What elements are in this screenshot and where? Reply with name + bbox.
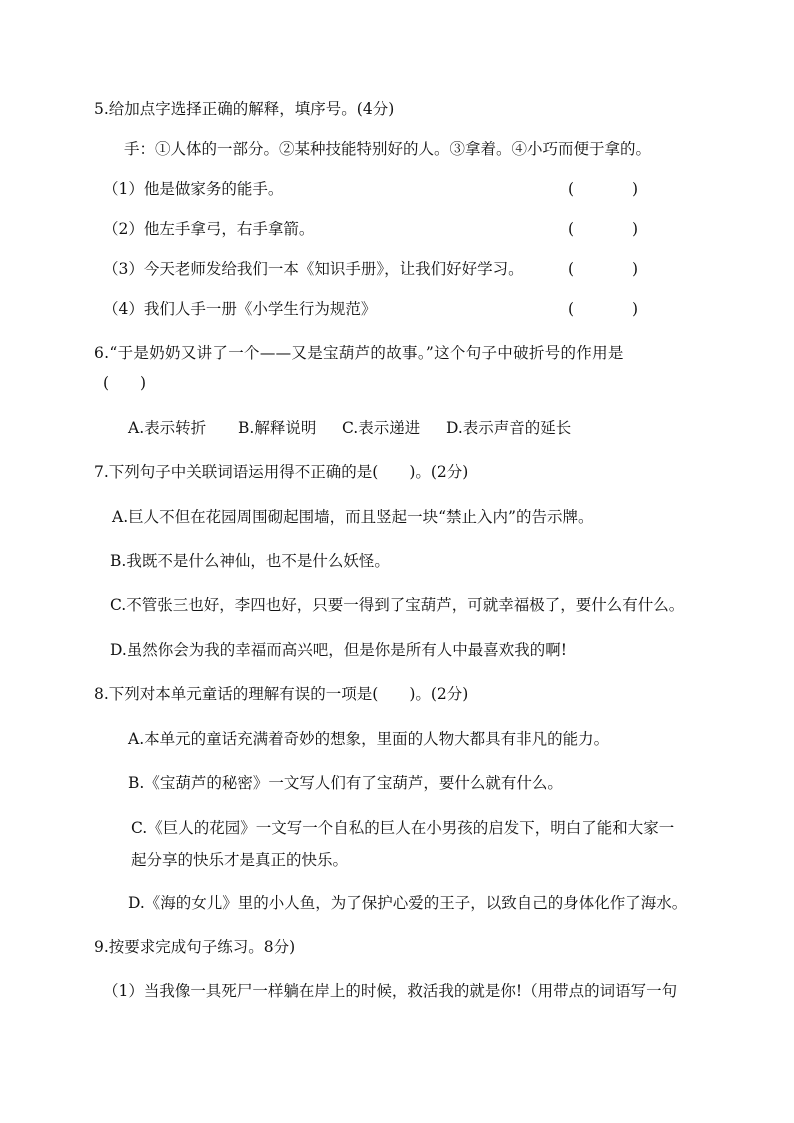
q8-title: 8.下列对本单元童话的理解有误的一项是( )。(2分) xyxy=(94,685,469,703)
q7-title: 7.下列句子中关联词语运用得不正确的是( )。(2分) xyxy=(94,463,469,481)
q7-option-c: C.不管张三也好，李四也好，只要一得到了宝葫芦，可就幸福极了，要什么有什么。 xyxy=(110,596,685,614)
q8-option-d: D.《海的女儿》里的小人鱼，为了保护心爱的王子，以致自己的身体化作了海水。 xyxy=(128,894,688,912)
q6-option-c: C.表示递进 xyxy=(342,419,421,437)
q5-definitions: 手：①人体的一部分。②某种技能特别好的人。③拿着。④小巧而便于拿的。 xyxy=(124,140,652,158)
q6-option-b: B.解释说明 xyxy=(238,419,317,437)
q8-option-c: C.《巨人的花园》一文写一个自私的巨人在小男孩的启发下，明白了能和大家一 xyxy=(131,819,675,837)
q5-item-2-paren-open: ( xyxy=(568,220,575,238)
q5-item-4-paren-close: ) xyxy=(632,300,639,318)
q5-item-1-paren-open: ( xyxy=(568,180,575,198)
q8-option-a: A.本单元的童话充满着奇妙的想象，里面的人物大都具有非凡的能力。 xyxy=(128,730,610,748)
q7-option-b: B.我既不是什么神仙，也不是什么妖怪。 xyxy=(110,552,390,570)
q9-title: 9.按要求完成句子练习。8分) xyxy=(94,938,296,956)
q5-item-1-paren-close: ) xyxy=(632,180,639,198)
q5-item-4: （4）我们人手一册《小学生行为规范》 xyxy=(103,300,377,318)
q5-item-2: （2）他左手拿弓，右手拿箭。 xyxy=(103,220,315,238)
q5-item-2-paren-close: ) xyxy=(632,220,639,238)
q8-option-b: B.《宝葫芦的秘密》一文写人们有了宝葫芦，要什么就有什么。 xyxy=(128,774,563,792)
q7-option-a: A.巨人不但在花园周围砌起围墙，而且竖起一块“禁止入内”的告示牌。 xyxy=(112,508,594,526)
q5-item-4-paren-open: ( xyxy=(568,300,575,318)
q9-item-1: （1）当我像一具死尸一样躺在岸上的时候，救活我的就是你!（用带点的词语写一句 xyxy=(103,982,678,1000)
q7-option-d: D.虽然你会为我的幸福而高兴吧，但是你是所有人中最喜欢我的啊! xyxy=(110,641,568,659)
q5-title: 5.给加点字选择正确的解释，填序号。(4分) xyxy=(94,100,395,118)
q5-item-1: （1）他是做家务的能手。 xyxy=(103,180,284,198)
q5-item-3-paren-close: ) xyxy=(632,260,639,278)
q6-option-a: A.表示转折 xyxy=(128,419,207,437)
q5-item-3-paren-open: ( xyxy=(568,260,575,278)
q5-item-3: （3）今天老师发给我们一本《知识手册》，让我们好好学习。 xyxy=(103,260,524,278)
q8-option-c-cont: 起分享的快乐才是真正的快乐。 xyxy=(131,851,349,869)
q6-blank: ( ) xyxy=(103,374,147,392)
q6-title: 6.“于是奶奶又讲了一个——又是宝葫芦的故事。”这个句子中破折号的作用是 xyxy=(94,344,624,362)
q6-option-d: D.表示声音的延长 xyxy=(446,419,572,437)
